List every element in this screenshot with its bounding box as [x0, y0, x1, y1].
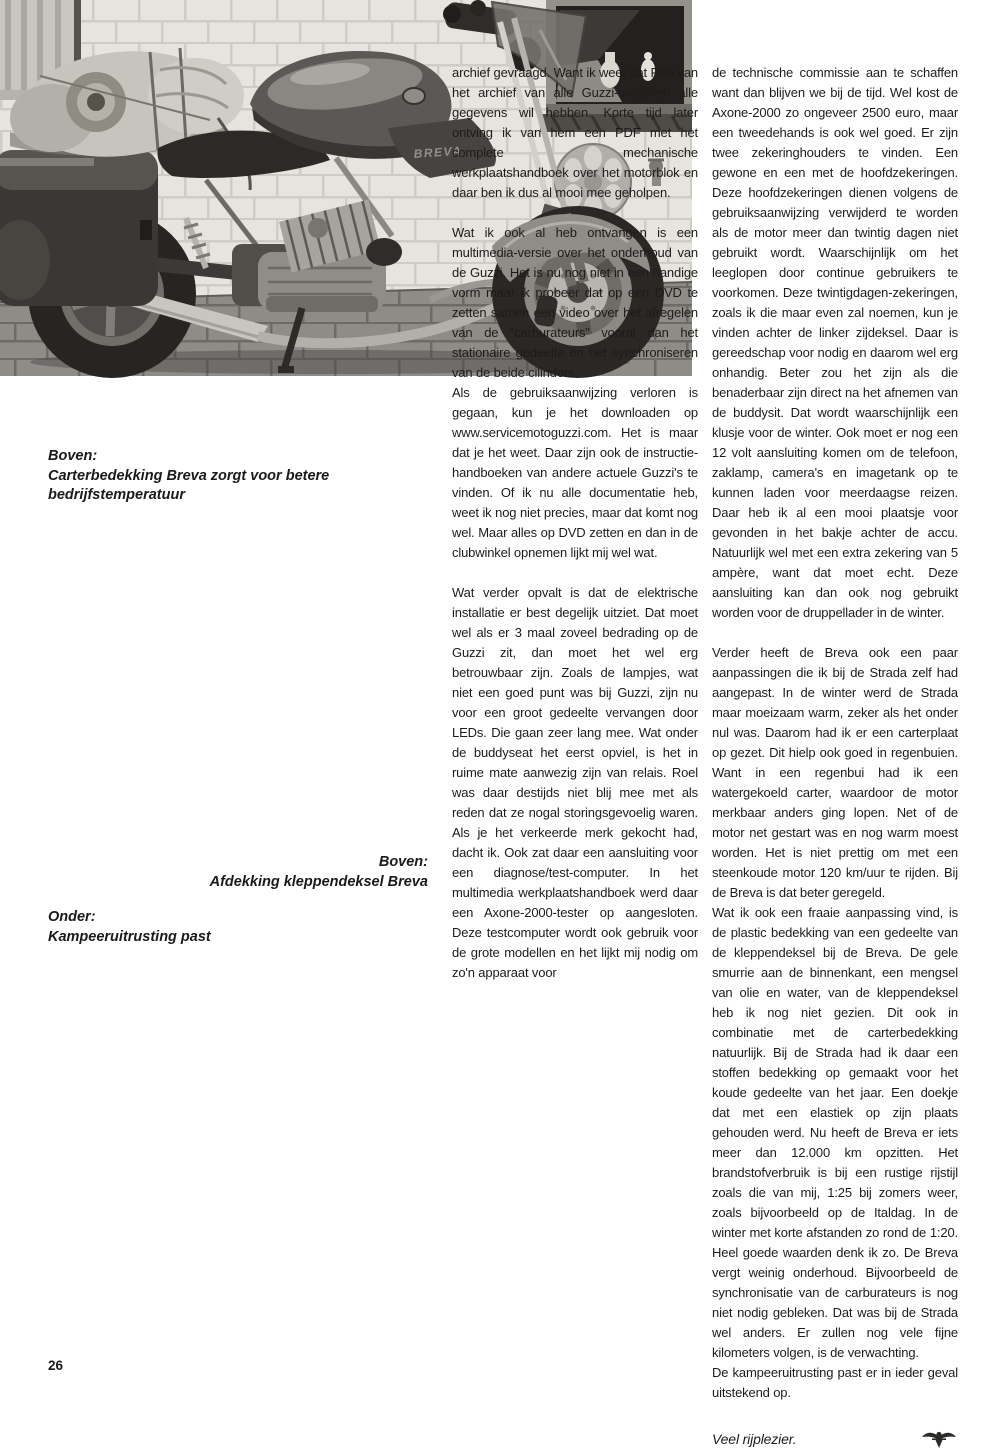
- caption-motorcycle: [48, 908, 440, 947]
- paragraph: De kampeeruitrusting past er in ieder geval uitstekend op.: [712, 1365, 958, 1400]
- caption-label: Onder:: [48, 909, 96, 925]
- paragraph: archief gevraagd. Want ik weet dat Rob van het archief van alle Guzzi-modellen alle gegevens wil hebben. Korte tijd later ontving ik van hem een PDF met het complete mechanische werkplaatshandboek over het motorblok en daar ben ik dus al mooi mee geholpen.: [452, 65, 698, 200]
- paragraph: de technische commissie aan te schaffen want dan blijven we bij de tijd. Wel kost de Axone-2000 zo ongeveer 2500 euro, maar een tweedehands is ook wel goed. Er zijn twee zekeringhouders te vinden. Een gewone en een met de hoofdzekeringen. Deze hoofdzekeringen dienen volgens de gebruiksaanwijzing verwijderd te worden als de motor meer dan twintig dagen niet gebruikt wordt. Waarschijnlijk om het leeglopen door continue gebruikers te voorkomen. Deze twintigdagen-zekeringen, zoals ik die maar even zal noemen, kun je vinden achter de linker zijdeksel. Daar is gereedschap voor nodig en daarom wel erg onhandig. Beter zou het zijn als die benaderbaar zijn direct na het afnemen van de buddysit. Dat wordt waarschijnlijk een klusje voor de winter. Ook moet er nog een 12 volt aansluiting komen om de telefoon, zaklamp, camera's en imagetank op te kunnen laden voor meerdaagse reizen. Daar heb ik al een mooi plaatsje voor gevonden in het bakje achter de accu. Natuurlijk wel met een extra zekering van 5 ampère, want dat moet echt. Deze aansluiting kan dan ook nog gebruikt worden voor de druppellader in de winter.: [712, 65, 958, 620]
- caption-text: Carterbedekking Breva zorgt voor betere bedrijfstemperatuur: [48, 467, 330, 503]
- caption-valve-cover: [0, 853, 428, 892]
- paragraph: Wat ik ook een fraaie aanpassing vind, is de plastic bedekking van een gedeelte van de kleppendeksel bij de Breva. De gele smurrie aan de binnenkant, een mengsel van olie en water, van de kleppendeksel heb ik nog niet gezien. Dit ook in combinatie met de carterbedekking natuurlijk. Bij de Strada had ik daar een stoffen bedekking op gemaakt voor het koude gedeelte van het jaar. Een doekje dat met een elastiek op zijn plaats gehouden werd. Nu heeft de Breva er iets meer dan 12.000 km opzitten. Het brandstofverbruik is bij een rustige rijstijl zoals die van mij, 1:25 bij zomers weer, zoals bijvoorbeeld op de Italdag. In de winter met korte afstanden zo rond de 1:20. Heel goede waarden denk ik zo. De Breva vergt weinig onderhoud. Bijvoorbeeld de synchronisatie van de carburateurs is nog niet nodig gebleken. Dat was bij de Strada wel anders. Er zullen nog vele fijne kilometers volgen, is de verwachting.: [712, 905, 958, 1360]
- moto-guzzi-eagle-icon: [920, 1427, 958, 1451]
- caption-text: Kampeeruitrusting past: [48, 928, 211, 945]
- article-column-2: [712, 63, 958, 1451]
- paragraph: Als de gebruiksaanwijzing verloren is gegaan, kun je het downloaden op www.servicemotoguzzi.com. Het is maar dat je het weet. Daar zijn ook de instructie-handboeken van andere actuele Guzzi's te vinden. Of ik nu alle documentatie heb, weet ik nog niet precies, maar dat komt nog wel. Maar alles op DVD zetten en dan in de clubwinkel opnemen lijkt mij wel wat.: [452, 385, 698, 560]
- paragraph: Wat ik ook al heb ontvangen is een multimedia-versie over het onderhoud van de Guzzi. Het is nu nog niet in een handige vorm maar ik probeer dat op een DVD te zetten samen een video over het afregelen van de “carburateurs” vooral dan het stationaire gedeelte en het synchroniseren van de beide cilinders.: [452, 225, 698, 380]
- cylinder-head-cover: [366, 238, 402, 266]
- breva-decal: BREVA: [413, 143, 463, 161]
- closing-text: Veel rijplezier.: [712, 1431, 797, 1447]
- page-number: 26: [48, 1358, 64, 1373]
- closing-line: [712, 1427, 958, 1451]
- caption-carter-cover: [48, 447, 440, 506]
- paragraph: Wat verder opvalt is dat de elektrische installatie er best degelijk uitziet. Dat moet wel als er 3 maal zoveel bedrading op de Guzzi zit, dan moet het wel erg betrouwbaar zijn. Zoals de lampjes, wat niet een goed punt was bij Guzzi, zijn nu voor een groot gedeelte vervangen door LEDs. Die gaan zeer lang mee. Wat onder de buddyseat het eerst opviel, is het in ruime mate aanwezig zijn van relais. Roel was daar destijds niet blij mee met als reden dat ze nogal storingsgevoelig waren. Als je het verkeerde merk gekocht had, dacht ik. Ook zat daar een aansluiting voor een diagnose/test-computer. In het multimedia werkplaatshandboek werd daar een Axone-2000-tester op aangesloten. Deze testcomputer wordt ook gebruik voor de grote modellen en het lijkt mij nodig om zo'n apparaat voor: [452, 585, 698, 980]
- caption-text: Afdekking kleppendeksel Breva: [209, 873, 428, 890]
- article-column-1: [452, 63, 698, 983]
- caption-label: Boven:: [48, 448, 98, 464]
- pannier: [0, 150, 158, 306]
- paragraph: Verder heeft de Breva ook een paar aanpassingen die ik bij de Strada zelf had aangepast. In de winter werd de Strada maar moeizaam warm, zeker als het onder nul was. Daarom had ik er een carterplaat op gezet. Dit hielp ook goed in regenbuien. Want in een regenbui had ik een watergekoeld carter, waardoor de motor merkbaar anders ging lopen. Net of de motor net gestart was en nog warm moest worden. Het is niet prettig om met een steenkoude motor 120 km/uur te rijden. Bij de Breva is dat beter geregeld.: [712, 645, 958, 900]
- tank-badge: [403, 88, 425, 104]
- caption-label: Boven:: [378, 854, 428, 870]
